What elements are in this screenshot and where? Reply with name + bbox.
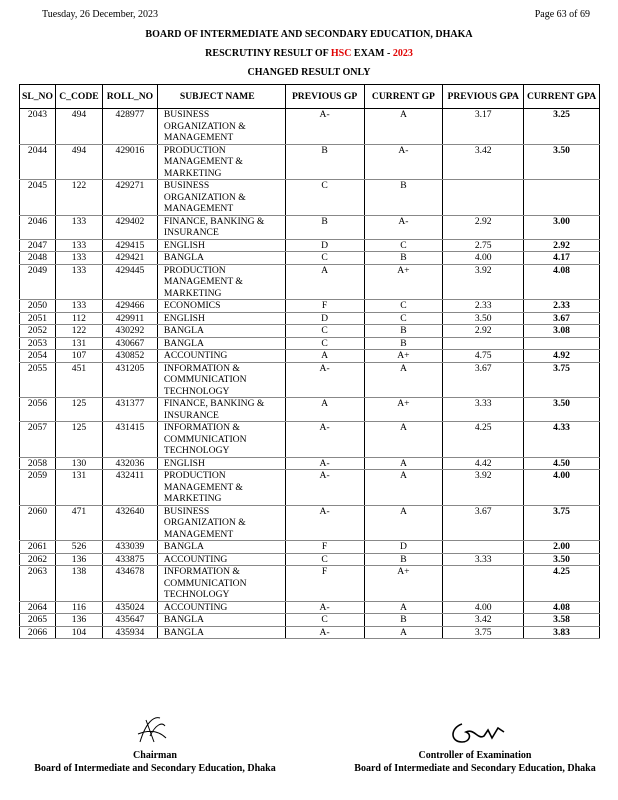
cell-roll-no: 432036: [102, 457, 157, 470]
table-row: [20, 422, 600, 458]
cell-previous-gpa: 3.67: [443, 362, 524, 398]
cell-roll-no: 433875: [102, 553, 157, 566]
cell-current-gp: B: [364, 325, 443, 338]
cell-current-gp: B: [364, 553, 443, 566]
cell-current-gpa: 3.25: [524, 109, 600, 145]
cell-current-gpa: 3.50: [524, 144, 600, 180]
cell-current-gp: A+: [364, 398, 443, 422]
controller-title: Controller of Examination: [418, 750, 532, 761]
cell-previous-gpa: 3.50: [443, 312, 524, 325]
cell-roll-no: 429911: [102, 312, 157, 325]
result-title: RESCRUTINY RESULT OF HSC EXAM - 2023: [205, 48, 413, 59]
cell-c-code: 451: [55, 362, 102, 398]
cell-current-gp: C: [364, 239, 443, 252]
cell-subject-name: INFORMATION & COMMUNICATION TECHNOLOGY: [157, 566, 285, 602]
cell-sl-no: 2060: [20, 505, 56, 541]
cell-roll-no: 429421: [102, 252, 157, 265]
table-row: [20, 553, 600, 566]
table-row: [20, 505, 600, 541]
cell-current-gpa: 3.08: [524, 325, 600, 338]
cell-roll-no: 432640: [102, 505, 157, 541]
exam-year: 2023: [392, 48, 413, 59]
cell-roll-no: 430292: [102, 325, 157, 338]
cell-previous-gpa: 4.42: [443, 457, 524, 470]
board-title: BOARD OF INTERMEDIATE AND SECONDARY EDUCATION, DHAKA: [145, 29, 473, 40]
cell-current-gpa: [524, 337, 600, 350]
cell-subject-name: BUSINESS ORGANIZATION & MANAGEMENT: [157, 109, 285, 145]
col-subject-name: SUBJECT NAME: [157, 85, 285, 109]
cell-current-gpa: 4.50: [524, 457, 600, 470]
cell-c-code: 494: [55, 109, 102, 145]
cell-previous-gp: C: [285, 553, 364, 566]
cell-current-gp: A+: [364, 350, 443, 363]
cell-current-gpa: [524, 180, 600, 216]
table-row: [20, 180, 600, 216]
chairman-org: Board of Intermediate and Secondary Education, Dhaka: [34, 763, 276, 774]
cell-current-gpa: 3.75: [524, 505, 600, 541]
table-row: [20, 215, 600, 239]
cell-previous-gp: C: [285, 337, 364, 350]
table-row: [20, 398, 600, 422]
cell-previous-gp: C: [285, 252, 364, 265]
cell-current-gp: A: [364, 457, 443, 470]
cell-c-code: 104: [55, 626, 102, 639]
cell-current-gpa: 2.33: [524, 300, 600, 313]
cell-roll-no: 432411: [102, 470, 157, 506]
cell-previous-gpa: [443, 180, 524, 216]
cell-subject-name: PRODUCTION MANAGEMENT & MARKETING: [157, 470, 285, 506]
cell-c-code: 131: [55, 470, 102, 506]
cell-roll-no: 429445: [102, 264, 157, 300]
cell-current-gpa: 4.92: [524, 350, 600, 363]
table-row: [20, 144, 600, 180]
cell-sl-no: 2052: [20, 325, 56, 338]
cell-subject-name: PRODUCTION MANAGEMENT & MARKETING: [157, 144, 285, 180]
table-row: [20, 470, 600, 506]
cell-current-gp: C: [364, 312, 443, 325]
cell-sl-no: 2051: [20, 312, 56, 325]
controller-signature: [448, 718, 508, 748]
cell-roll-no: 428977: [102, 109, 157, 145]
cell-c-code: 526: [55, 541, 102, 554]
cell-previous-gpa: 4.25: [443, 422, 524, 458]
col-current-gp: CURRENT GP: [364, 85, 443, 109]
cell-previous-gpa: [443, 566, 524, 602]
cell-current-gpa: 2.92: [524, 239, 600, 252]
cell-roll-no: 435024: [102, 601, 157, 614]
table-row: [20, 239, 600, 252]
cell-subject-name: BUSINESS ORGANIZATION & MANAGEMENT: [157, 180, 285, 216]
cell-sl-no: 2065: [20, 614, 56, 627]
cell-previous-gp: C: [285, 180, 364, 216]
cell-subject-name: FINANCE, BANKING & INSURANCE: [157, 398, 285, 422]
cell-sl-no: 2057: [20, 422, 56, 458]
cell-previous-gpa: 4.75: [443, 350, 524, 363]
table-row: [20, 626, 600, 639]
table-row: [20, 252, 600, 265]
cell-subject-name: ECONOMICS: [157, 300, 285, 313]
cell-c-code: 133: [55, 215, 102, 239]
cell-previous-gpa: 3.33: [443, 553, 524, 566]
table-row: [20, 601, 600, 614]
cell-current-gp: A: [364, 362, 443, 398]
cell-subject-name: BANGLA: [157, 252, 285, 265]
cell-sl-no: 2045: [20, 180, 56, 216]
table-row: [20, 566, 600, 602]
cell-sl-no: 2044: [20, 144, 56, 180]
cell-c-code: 116: [55, 601, 102, 614]
cell-previous-gpa: 3.17: [443, 109, 524, 145]
cell-subject-name: ENGLISH: [157, 457, 285, 470]
cell-current-gp: B: [364, 337, 443, 350]
cell-current-gpa: 2.00: [524, 541, 600, 554]
cell-previous-gp: D: [285, 239, 364, 252]
cell-previous-gpa: 3.75: [443, 626, 524, 639]
chairman-title: Chairman: [133, 750, 177, 761]
cell-subject-name: ACCOUNTING: [157, 350, 285, 363]
table-row: [20, 337, 600, 350]
cell-current-gpa: 3.83: [524, 626, 600, 639]
cell-sl-no: 2046: [20, 215, 56, 239]
cell-current-gpa: 3.50: [524, 398, 600, 422]
cell-c-code: 494: [55, 144, 102, 180]
cell-sl-no: 2062: [20, 553, 56, 566]
cell-subject-name: ACCOUNTING: [157, 553, 285, 566]
cell-roll-no: 433039: [102, 541, 157, 554]
cell-previous-gpa: 2.92: [443, 215, 524, 239]
cell-current-gp: C: [364, 300, 443, 313]
cell-roll-no: 430852: [102, 350, 157, 363]
cell-previous-gp: A: [285, 398, 364, 422]
cell-subject-name: ENGLISH: [157, 312, 285, 325]
table-row: [20, 300, 600, 313]
cell-previous-gp: A-: [285, 422, 364, 458]
cell-c-code: 138: [55, 566, 102, 602]
cell-roll-no: 434678: [102, 566, 157, 602]
cell-current-gp: A: [364, 422, 443, 458]
cell-roll-no: 431205: [102, 362, 157, 398]
cell-sl-no: 2049: [20, 264, 56, 300]
col-previous-gpa: PREVIOUS GPA: [443, 85, 524, 109]
cell-current-gp: A-: [364, 215, 443, 239]
cell-previous-gpa: 3.33: [443, 398, 524, 422]
cell-c-code: 133: [55, 300, 102, 313]
cell-current-gpa: 3.50: [524, 553, 600, 566]
cell-sl-no: 2063: [20, 566, 56, 602]
cell-previous-gp: A-: [285, 362, 364, 398]
table-row: [20, 325, 600, 338]
table-row: [20, 457, 600, 470]
cell-c-code: 112: [55, 312, 102, 325]
cell-subject-name: BANGLA: [157, 337, 285, 350]
cell-current-gpa: 3.75: [524, 362, 600, 398]
cell-current-gp: A+: [364, 566, 443, 602]
cell-subject-name: BUSINESS ORGANIZATION & MANAGEMENT: [157, 505, 285, 541]
cell-current-gp: A: [364, 109, 443, 145]
cell-subject-name: PRODUCTION MANAGEMENT & MARKETING: [157, 264, 285, 300]
cell-previous-gp: A-: [285, 109, 364, 145]
cell-c-code: 125: [55, 398, 102, 422]
cell-previous-gpa: 2.92: [443, 325, 524, 338]
cell-previous-gp: A-: [285, 457, 364, 470]
cell-previous-gpa: 3.42: [443, 144, 524, 180]
table-header-row: [20, 85, 600, 109]
table-row: [20, 541, 600, 554]
cell-previous-gp: A-: [285, 626, 364, 639]
cell-previous-gp: A-: [285, 470, 364, 506]
cell-subject-name: INFORMATION & COMMUNICATION TECHNOLOGY: [157, 362, 285, 398]
cell-roll-no: 429466: [102, 300, 157, 313]
cell-subject-name: INFORMATION & COMMUNICATION TECHNOLOGY: [157, 422, 285, 458]
cell-previous-gpa: 3.67: [443, 505, 524, 541]
cell-previous-gp: F: [285, 300, 364, 313]
cell-subject-name: BANGLA: [157, 541, 285, 554]
cell-current-gpa: 4.17: [524, 252, 600, 265]
result-subtitle: CHANGED RESULT ONLY: [247, 67, 371, 78]
cell-current-gpa: 3.58: [524, 614, 600, 627]
cell-sl-no: 2054: [20, 350, 56, 363]
page-number: Page 63 of 69: [534, 9, 590, 20]
cell-previous-gp: A: [285, 350, 364, 363]
cell-roll-no: 431377: [102, 398, 157, 422]
cell-current-gpa: 4.00: [524, 470, 600, 506]
cell-current-gp: A-: [364, 144, 443, 180]
cell-roll-no: 429016: [102, 144, 157, 180]
cell-previous-gp: F: [285, 541, 364, 554]
cell-sl-no: 2048: [20, 252, 56, 265]
controller-org: Board of Intermediate and Secondary Education, Dhaka: [354, 763, 596, 774]
cell-current-gp: D: [364, 541, 443, 554]
cell-current-gpa: 4.08: [524, 601, 600, 614]
cell-sl-no: 2050: [20, 300, 56, 313]
table-row: [20, 109, 600, 145]
cell-c-code: 122: [55, 325, 102, 338]
cell-previous-gpa: 2.75: [443, 239, 524, 252]
cell-current-gpa: 3.00: [524, 215, 600, 239]
cell-previous-gpa: 4.00: [443, 601, 524, 614]
cell-current-gp: A: [364, 470, 443, 506]
cell-sl-no: 2056: [20, 398, 56, 422]
cell-subject-name: BANGLA: [157, 614, 285, 627]
table-row: [20, 614, 600, 627]
cell-sl-no: 2059: [20, 470, 56, 506]
table-row: [20, 350, 600, 363]
cell-current-gp: B: [364, 614, 443, 627]
col-previous-gp: PREVIOUS GP: [285, 85, 364, 109]
cell-c-code: 107: [55, 350, 102, 363]
cell-current-gpa: 4.25: [524, 566, 600, 602]
col-current-gpa: CURRENT GPA: [524, 85, 600, 109]
cell-sl-no: 2047: [20, 239, 56, 252]
table-row: [20, 362, 600, 398]
cell-previous-gp: C: [285, 614, 364, 627]
cell-roll-no: 435647: [102, 614, 157, 627]
cell-c-code: 471: [55, 505, 102, 541]
cell-previous-gpa: [443, 541, 524, 554]
cell-roll-no: 431415: [102, 422, 157, 458]
cell-subject-name: ACCOUNTING: [157, 601, 285, 614]
cell-sl-no: 2064: [20, 601, 56, 614]
print-date: Tuesday, 26 December, 2023: [42, 9, 159, 20]
cell-previous-gp: D: [285, 312, 364, 325]
chairman-signature: [132, 712, 172, 750]
cell-current-gpa: 4.08: [524, 264, 600, 300]
cell-c-code: 133: [55, 264, 102, 300]
cell-sl-no: 2055: [20, 362, 56, 398]
cell-current-gp: A: [364, 601, 443, 614]
cell-c-code: 136: [55, 553, 102, 566]
cell-previous-gp: C: [285, 325, 364, 338]
cell-subject-name: BANGLA: [157, 626, 285, 639]
cell-c-code: 122: [55, 180, 102, 216]
cell-subject-name: FINANCE, BANKING & INSURANCE: [157, 215, 285, 239]
cell-roll-no: 435934: [102, 626, 157, 639]
cell-roll-no: 429271: [102, 180, 157, 216]
cell-previous-gpa: 3.92: [443, 470, 524, 506]
cell-subject-name: ENGLISH: [157, 239, 285, 252]
cell-c-code: 133: [55, 239, 102, 252]
cell-previous-gpa: 2.33: [443, 300, 524, 313]
cell-previous-gp: B: [285, 215, 364, 239]
results-table: [19, 84, 600, 639]
cell-sl-no: 2053: [20, 337, 56, 350]
cell-previous-gpa: 3.92: [443, 264, 524, 300]
cell-current-gpa: 3.67: [524, 312, 600, 325]
cell-roll-no: 430667: [102, 337, 157, 350]
cell-current-gp: B: [364, 252, 443, 265]
cell-c-code: 136: [55, 614, 102, 627]
cell-previous-gpa: 3.42: [443, 614, 524, 627]
table-row: [20, 312, 600, 325]
cell-roll-no: 429415: [102, 239, 157, 252]
cell-sl-no: 2061: [20, 541, 56, 554]
col-sl-no: SL_NO: [20, 85, 56, 109]
col-c-code: C_CODE: [55, 85, 102, 109]
cell-current-gpa: 4.33: [524, 422, 600, 458]
cell-roll-no: 429402: [102, 215, 157, 239]
exam-name: HSC: [330, 48, 352, 59]
cell-current-gp: A+: [364, 264, 443, 300]
cell-previous-gpa: [443, 337, 524, 350]
cell-previous-gp: A: [285, 264, 364, 300]
cell-subject-name: BANGLA: [157, 325, 285, 338]
cell-previous-gp: F: [285, 566, 364, 602]
cell-sl-no: 2043: [20, 109, 56, 145]
cell-sl-no: 2066: [20, 626, 56, 639]
cell-current-gp: A: [364, 505, 443, 541]
cell-previous-gp: A-: [285, 505, 364, 541]
cell-c-code: 125: [55, 422, 102, 458]
cell-previous-gpa: 4.00: [443, 252, 524, 265]
cell-sl-no: 2058: [20, 457, 56, 470]
cell-previous-gp: B: [285, 144, 364, 180]
cell-current-gp: A: [364, 626, 443, 639]
cell-c-code: 133: [55, 252, 102, 265]
cell-c-code: 131: [55, 337, 102, 350]
cell-previous-gp: A-: [285, 601, 364, 614]
table-row: [20, 264, 600, 300]
cell-c-code: 130: [55, 457, 102, 470]
col-roll-no: ROLL_NO: [102, 85, 157, 109]
cell-current-gp: B: [364, 180, 443, 216]
